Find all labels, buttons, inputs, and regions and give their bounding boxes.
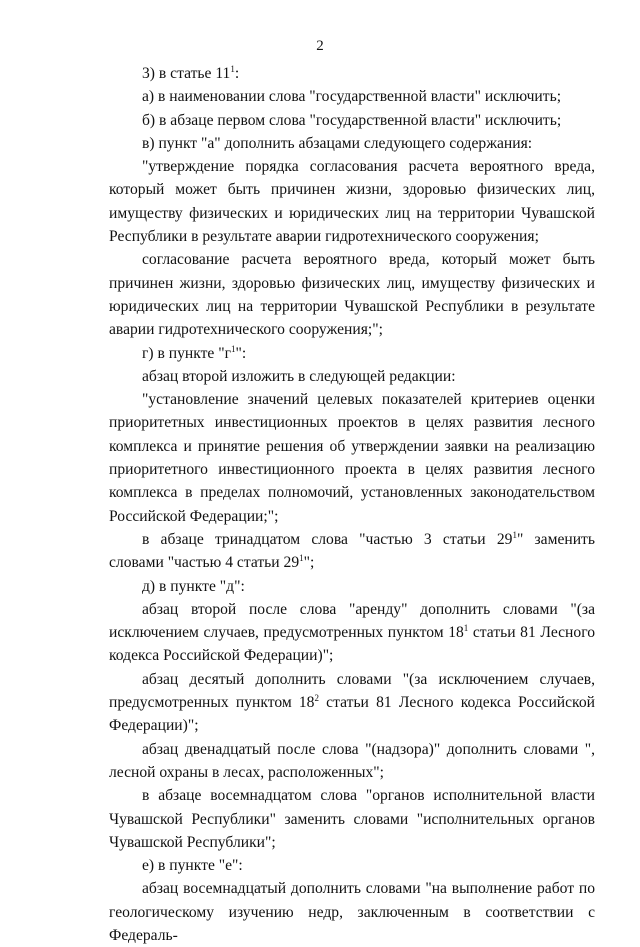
- paragraph-quote-2: согласование расчета вероятного вреда, который может быть причинен жизни, здоровью физических лиц, имуществу физических и юридических лиц на территории Чувашской Республики в результате аварии гидротехнического сооружения;";: [109, 251, 595, 339]
- paragraph-item-b: б) в абзаце первом слова "государственной власти" исключить;: [142, 111, 562, 129]
- paragraph-item-v: в) пункт "а" дополнить абзацами следующего содержания:: [142, 134, 533, 152]
- paragraph-quote-3: "установление значений целевых показателей критериев оценки приоритетных инвестиционных проектов в целях развития лесного комплекса и принятие решения об утверждении заявки на реализацию приоритетного инвестиционного проекта в целях развития лесного комплекса в пределах полномочий, установленных законодательством Российской Федерации;";: [109, 391, 595, 525]
- paragraph-abzac-13: в абзаце тринадцатом слова "частью 3 статьи $29^1$" заменить словами "частью 4 статьи $29^1$";: [109, 529, 595, 572]
- paragraph-item-d: д) в пункте "д":: [142, 577, 245, 595]
- paragraph-item-g: г) в пункте "$г^1$":: [142, 343, 247, 362]
- paragraph-abzac-2-d: абзац второй после слова "аренду" дополнить словами "(за исключением случаев, предусмотренных пунктом $18^1$ статьи 81 Лесного кодекса Российской Федерации)";: [109, 600, 596, 665]
- paragraph-abzac-18-e: абзац восемнадцатый дополнить словами "на выполнение работ по геологическому изучению недр, заключенным в соответствии с Федераль-: [109, 880, 595, 944]
- paragraph-abzac-10: абзац десятый дополнить словами "(за исключением случаев, предусмотренных пунктом $18^2$ статьи 81 Лесного кодекса Российской Федерации)";: [109, 670, 595, 735]
- paragraph-item-e: е) в пункте "е":: [142, 857, 243, 875]
- paragraph-article-11: 3) в статье $11^1$:: [142, 64, 240, 82]
- page-number: 2: [316, 38, 324, 54]
- document-body: [109, 62, 595, 947]
- paragraph-abzac-18: в абзаце восемнадцатом слова "органов исполнительной власти Чувашской Республики" заменить словами "исполнительных органов Чувашской Республики";: [109, 787, 595, 851]
- paragraph-quote-1: "утверждение порядка согласования расчета вероятного вреда, который может быть причинен жизни, здоровью физических лиц, имуществу физических и юридических лиц на территории Чувашской Республики в результате аварии гидротехнического сооружения;: [109, 158, 595, 246]
- paragraph-abzac-12: абзац двенадцатый после слова "(надзора)" дополнить словами ", лесной охраны в лесах, расположенных";: [109, 740, 595, 781]
- paragraph-item-a: а) в наименовании слова "государственной власти" исключить;: [142, 88, 562, 106]
- paragraph-abzac-2: абзац второй изложить в следующей редакции:: [142, 367, 456, 385]
